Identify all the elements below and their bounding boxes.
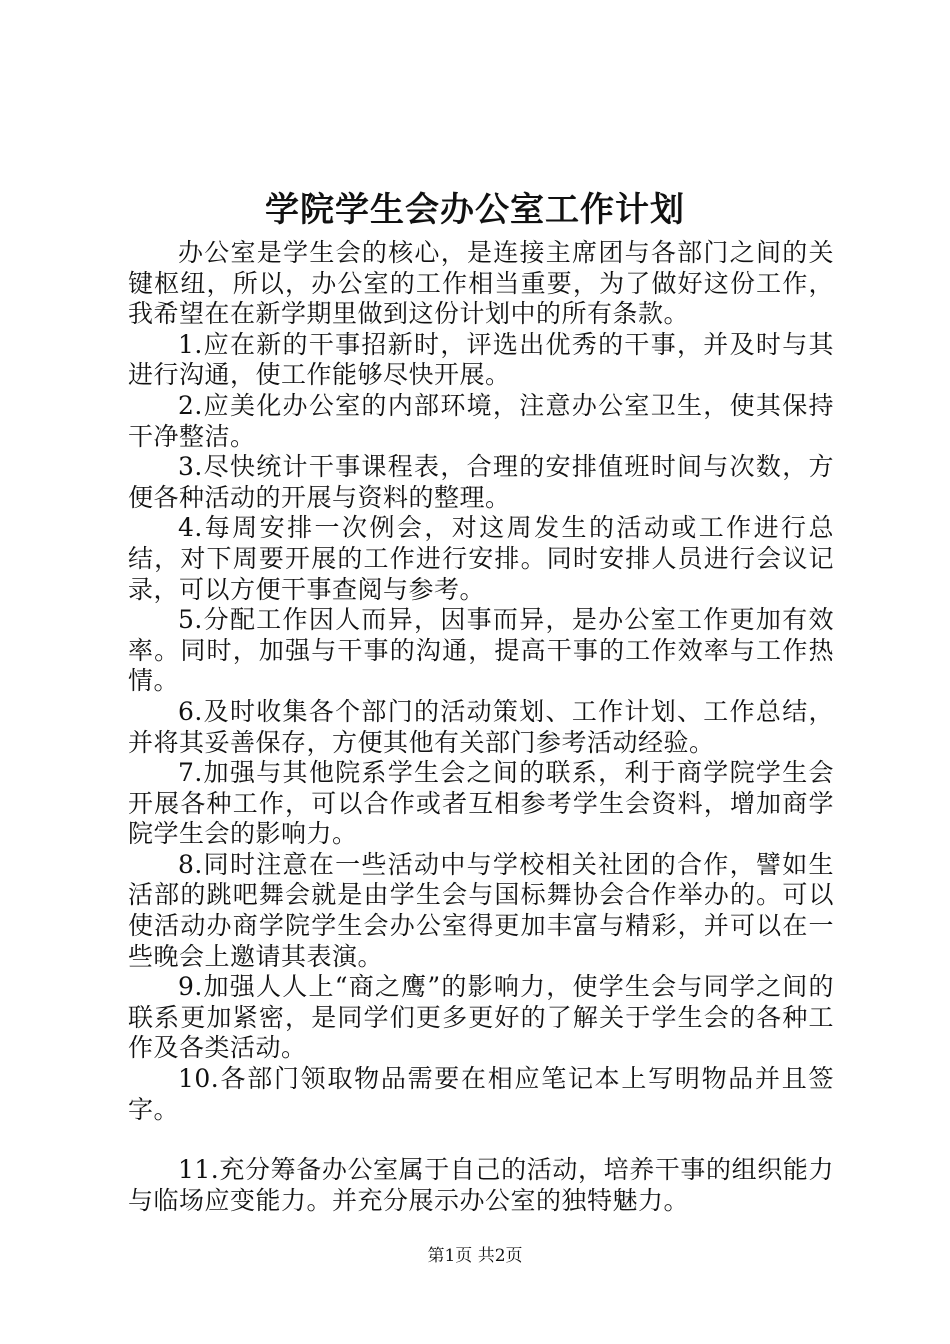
plan-item-7: 7.加强与其他院系学生会之间的联系，利于商学院学生会开展各种工作，可以合作或者互相参考学生会资料，增加商学院学生会的影响力。	[128, 758, 834, 849]
document-title: 学院学生会办公室工作计划	[265, 190, 685, 230]
plan-item-10: 10.各部门领取物品需要在相应笔记本上写明物品并且签字。	[128, 1064, 834, 1124]
plan-item-4: 4.每周安排一次例会，对这周发生的活动或工作进行总结，对下周要开展的工作进行安排。同时安排人员进行会议记录，可以方便干事查阅与参考。	[128, 513, 834, 604]
plan-item-1: 1.应在新的干事招新时，评选出优秀的干事，并及时与其进行沟通，使工作能够尽快开展。	[128, 329, 834, 390]
plan-item-8: 8.同时注意在一些活动中与学校相关社团的合作，譬如生活部的跳吧舞会就是由学生会与国标舞协会合作举办的。可以使活动办商学院学生会办公室得更加丰富与精彩，并可以在一些晚会上邀请其表演。	[128, 849, 834, 971]
intro-paragraph: 办公室是学生会的核心，是连接主席团与各部门之间的关键枢纽，所以，办公室的工作相当重要，为了做好这份工作，我希望在在新学期里做到这份计划中的所有条款。	[128, 238, 834, 329]
document-body	[128, 238, 834, 1216]
plan-item-9: 9.加强人人上“商之鹰”的影响力，使学生会与同学之间的联系更加紧密，是同学们更多更好的了解关于学生会的各种工作及各类活动。	[128, 972, 834, 1063]
page-number-footer: 第1页 共2页	[427, 1246, 523, 1266]
plan-item-5: 5.分配工作因人而异，因事而异，是办公室工作更加有效率。同时，加强与干事的沟通，提高干事的工作效率与工作热情。	[128, 605, 834, 696]
plan-item-11: 11.充分筹备办公室属于自己的活动，培养干事的组织能力与临场应变能力。并充分展示办公室的独特魅力。	[128, 1155, 834, 1215]
plan-item-3: 3.尽快统计干事课程表，合理的安排值班时间与次数，方便各种活动的开展与资料的整理。	[128, 452, 834, 512]
plan-item-2: 2.应美化办公室的内部环境，注意办公室卫生，使其保持干净整洁。	[128, 390, 834, 451]
plan-item-6: 6.及时收集各个部门的活动策划、工作计划、工作总结，并将其妥善保存，方便其他有关部门参考活动经验。	[128, 696, 834, 757]
